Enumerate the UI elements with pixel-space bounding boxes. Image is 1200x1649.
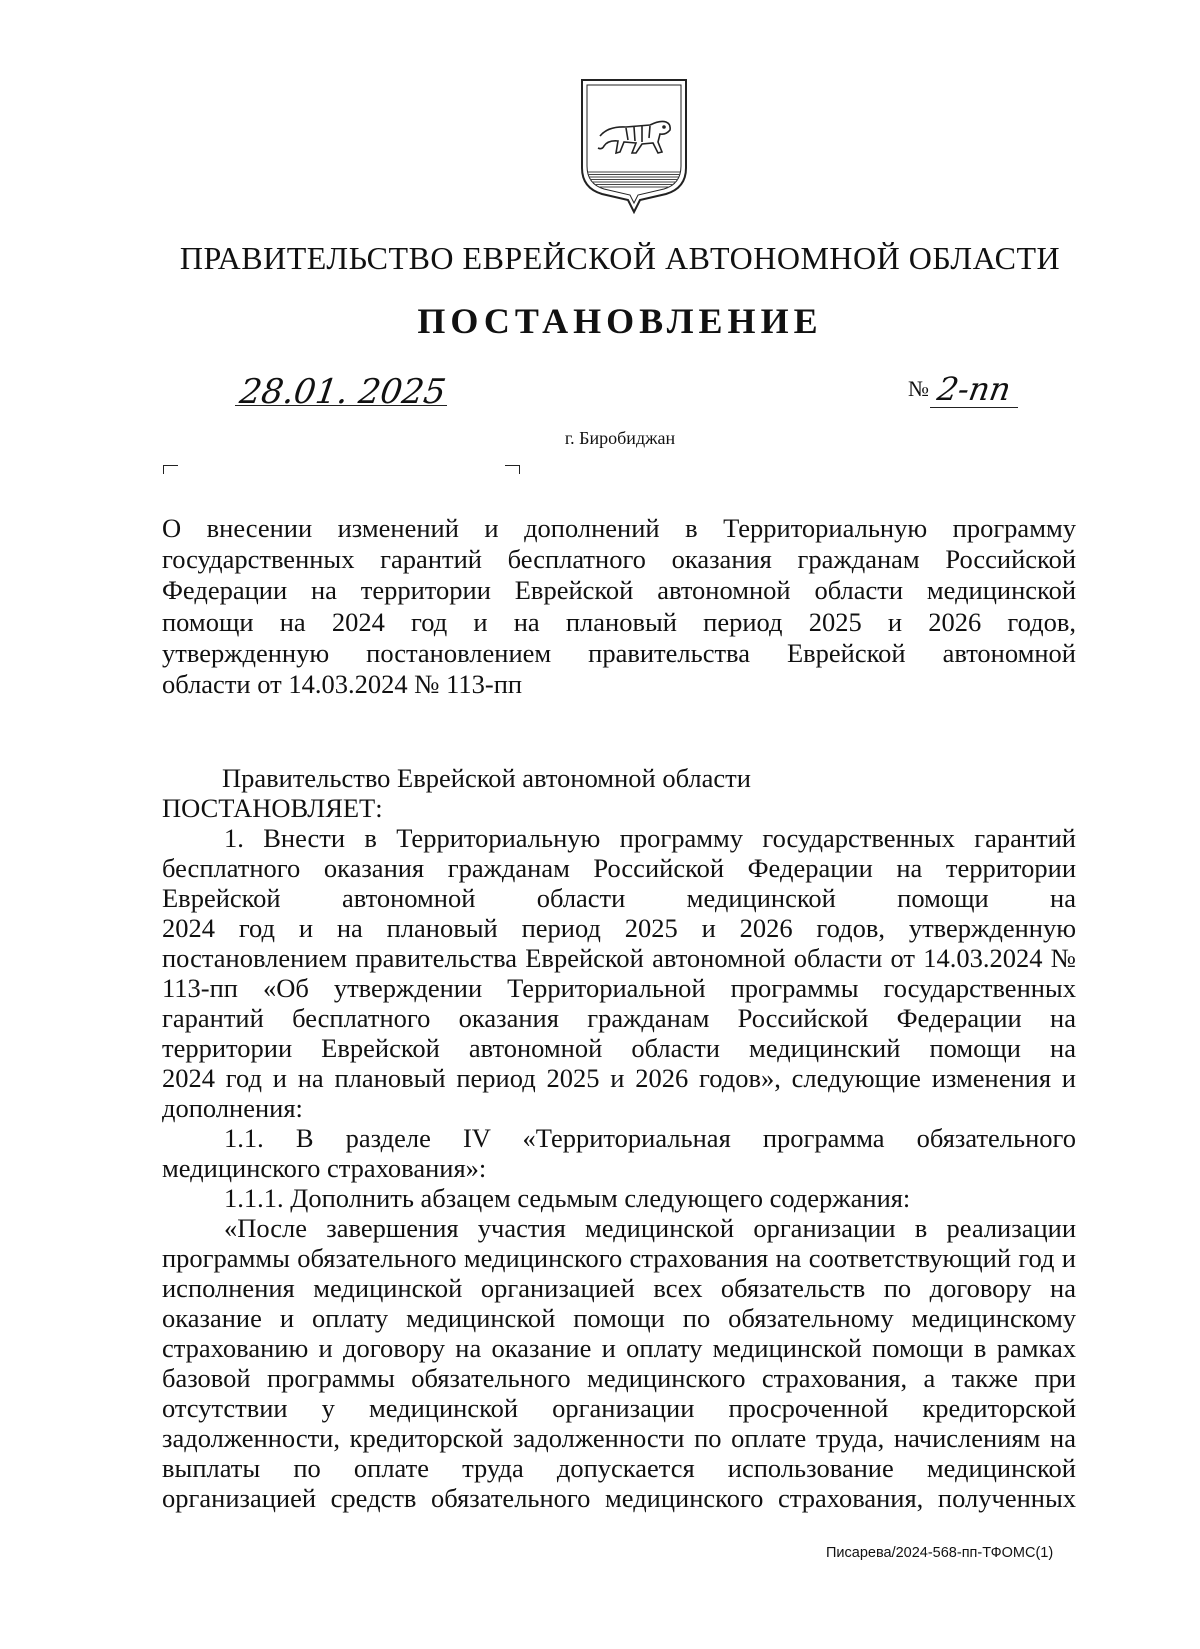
body-line: 2024 год и на плановый период 2025 и 2026 годов, утвержденную	[162, 913, 1076, 943]
subject-line: области от 14.03.2024 № 113-пп	[162, 669, 523, 700]
body-line: ПОСТАНОВЛЯЕТ:	[162, 793, 383, 823]
body-line: программы обязательного медицинского страхования на соответствующий год и	[162, 1243, 1076, 1273]
body-line: территории Еврейской автономной области медицинский помощи на	[162, 1033, 1076, 1063]
subject-line: О внесении изменений и дополнений в Территориальную программу	[162, 513, 1076, 543]
footer-reference: Писарева/2024-568-пп-ТФОМС(1)	[826, 1545, 1054, 1561]
body-line: дополнения:	[162, 1093, 303, 1123]
body-line: 1. Внести в Территориальную программу государственных гарантий	[224, 823, 1076, 853]
document-body	[162, 763, 1076, 1513]
number-underline	[930, 407, 1018, 408]
body-line: 1.1. В разделе IV «Территориальная программа обязательного	[224, 1123, 1076, 1153]
body-line: задолженности, кредиторской задолженности по оплате труда, начислениям на	[162, 1423, 1076, 1453]
body-line: 2024 год и на плановый период 2025 и 2026 годов», следующие изменения и	[162, 1063, 1076, 1093]
subject-line: утвержденную постановлением правительства Еврейской автономной	[162, 637, 1076, 668]
coat-of-arms-icon	[578, 76, 690, 214]
body-line: 113-пп «Об утверждении Территориальной программы государственных	[162, 973, 1076, 1003]
body-line: «После завершения участия медицинской организации в реализации	[224, 1213, 1076, 1243]
body-line: отсутствии у медицинской организации просроченной кредиторской	[162, 1393, 1076, 1423]
number-prefix: №	[908, 376, 929, 401]
body-line: медицинского страхования»:	[162, 1153, 487, 1183]
government-title: ПРАВИТЕЛЬСТВО ЕВРЕЙСКОЙ АВТОНОМНОЙ ОБЛАСТИ	[179, 240, 1061, 276]
city-label: г. Биробиджан	[564, 428, 676, 448]
body-line: гарантий бесплатного оказания гражданам Российской Федерации на	[162, 1003, 1076, 1033]
subject-line: помощи на 2024 год и на плановый период 2025 и 2026 годов,	[162, 606, 1076, 637]
body-line: бесплатного оказания гражданам Российской Федерации на территории	[162, 853, 1076, 883]
corner-mark-right	[505, 465, 520, 474]
document-subject	[162, 513, 1076, 700]
body-line: базовой программы обязательного медицинского страхования, а также при	[162, 1363, 1076, 1393]
handwritten-date: 28.01. 2025	[237, 372, 449, 412]
body-line: страхованию и договору на оказание и оплату медицинской помощи в рамках	[162, 1333, 1076, 1363]
body-line: Правительство Еврейской автономной области	[222, 763, 751, 793]
date-underline	[235, 405, 447, 406]
subject-line: Федерации на территории Еврейской автономной области медицинской	[162, 575, 1076, 606]
body-line: оказание и оплату медицинской помощи по обязательному медицинскому	[162, 1303, 1076, 1333]
document-type-heading: ПОСТАНОВЛЕНИЕ	[417, 301, 823, 341]
body-line: выплаты по оплате труда допускается использование медицинской	[162, 1453, 1076, 1483]
handwritten-number: 2-пп	[934, 370, 1014, 408]
body-line: постановлением правительства Еврейской автономной области от 14.03.2024 №	[162, 943, 1076, 973]
subject-line: государственных гарантий бесплатного оказания гражданам Российской	[162, 544, 1076, 575]
corner-mark-left	[163, 465, 178, 474]
body-line: Еврейской автономной области медицинской помощи на	[162, 883, 1076, 913]
body-line: исполнения медицинской организацией всех обязательств по договору на	[162, 1273, 1076, 1303]
body-line: 1.1.1. Дополнить абзацем седьмым следующего содержания:	[224, 1183, 911, 1213]
body-line: организацией средств обязательного медицинского страхования, полученных	[162, 1483, 1076, 1513]
